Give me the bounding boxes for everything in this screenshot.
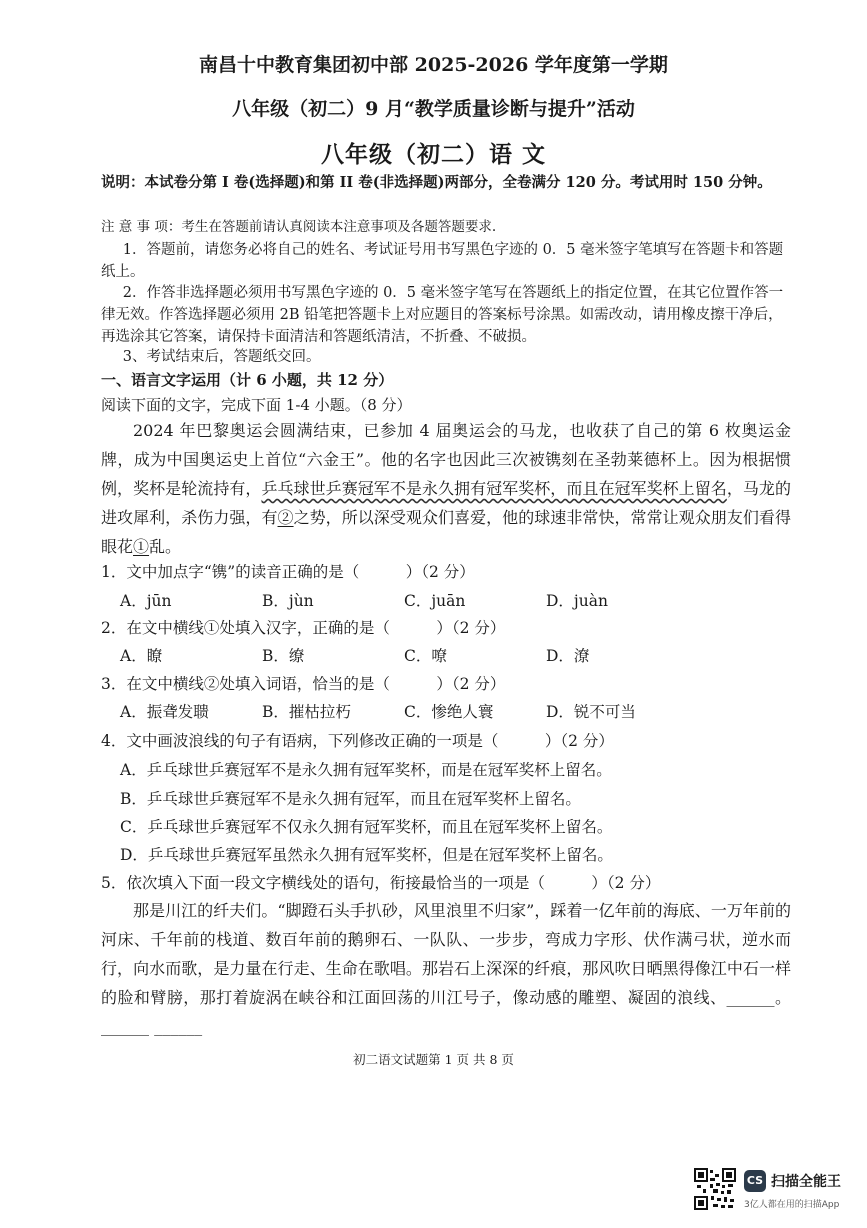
question-3-stem: 3．在文中横线②处填入词语，恰当的是（ ）（2 分） (101, 675, 506, 693)
q2-option-c: C．嘹 (404, 647, 447, 665)
blank-2: ② (277, 508, 294, 527)
section-intro: 阅读下面的文字，完成下面 1-4 小题。（8 分） (101, 396, 412, 414)
passage-2 (101, 896, 791, 1041)
exam-note (101, 172, 791, 194)
q2-option-a: A．瞭 (120, 647, 163, 665)
q1-option-a: A．jūn (120, 592, 172, 610)
section-heading: 一、语言文字运用（计 6 小题，共 12 分） (101, 371, 394, 389)
question-3-options (120, 700, 770, 722)
wavy-sentence: 乒乓球世乒赛冠军不是永久拥有冠军奖杯，而且在冠军奖杯上留名 (261, 479, 727, 498)
q3-option-c: C．惨绝人寰 (404, 703, 494, 721)
q1-option-d: D．juàn (546, 592, 608, 610)
reading-passage (101, 416, 791, 561)
page-footer: 初二语文试题第 1 页 共 8 页 (353, 1052, 514, 1067)
subject-title: 八年级（初二）语 文 (320, 141, 546, 168)
question-2-options (120, 644, 770, 666)
qr-code-icon (694, 1168, 736, 1210)
instruction-item-3: 3、考试结束后，答题纸交回。 (122, 349, 321, 365)
question-5-stem: 5．依次填入下面一段文字横线处的语句，衔接最恰当的一项是（ ）（2 分） (101, 874, 661, 892)
note-text: 本试卷分第 I 卷(选择题)和第 II 卷(非选择题)两部分，全卷满分 120 分。考试用时 150 分钟。 (144, 174, 772, 191)
scanner-app-name: 扫描全能王 (771, 1174, 841, 1190)
question-1-stem: 1．文中加点字“镌”的读音正确的是（ ）（2 分） (101, 563, 475, 581)
instruction-item-2: 2．作答非选择题必须用书写黑色字迹的 0．5 毫米签字笔写在答题纸上的指定位置，在其它位置作答一律无效。作答选择题必须用 2B 铅笔把答题卡上对应题目的答案标号涂黑。如需改动，请用橡皮擦干净后，再选涂其它答案，请保持卡面清洁和答题纸清洁，不折叠、不破损。 (101, 285, 784, 345)
q1-option-c: C．juān (404, 592, 466, 610)
q2-option-d: D．潦 (546, 647, 590, 665)
note-label: 说明： (101, 174, 145, 191)
q2-option-b: B．缭 (262, 647, 305, 665)
q3-option-a: A．振聋发聩 (120, 703, 209, 721)
question-2-stem: 2．在文中横线①处填入汉字，正确的是（ ）（2 分） (101, 619, 506, 637)
q4-option-d: D．乒乓球世乒赛冠军虽然永久拥有冠军奖杯，但是在冠军奖杯上留名。 (120, 846, 613, 864)
scanner-logo: CS (744, 1170, 766, 1192)
passage-part-d: 乱。 (149, 537, 182, 556)
q4-option-c: C．乒乓球世乒赛冠军不仅永久拥有冠军奖杯，而且在冠军奖杯上留名。 (120, 818, 613, 836)
scanner-tagline: 3亿人都在用的扫描App (744, 1200, 840, 1210)
passage-part-c: 之势，所以深受观众们喜爱，他的球速非常快，常常让观众朋友们看得眼花 (101, 508, 791, 556)
q1-option-b: B．jùn (262, 592, 314, 610)
question-4-stem: 4．文中画波浪线的句子有语病，下列修改正确的一项是（ ）（2 分） (101, 732, 614, 750)
question-1-options (120, 589, 770, 611)
q4-option-a: A．乒乓球世乒赛冠军不是永久拥有冠军奖杯，而是在冠军奖杯上留名。 (120, 761, 612, 779)
q3-option-b: B．摧枯拉朽 (262, 703, 351, 721)
passage-part-a: 2024 年巴黎奥运会圆满结束，已参加 4 届奥运会的马龙，也收获了自己的第 6 枚奥运金牌，成为中国奥运史上首位“六金王”。他的名字也因此三次被镌刻在圣勃莱德杯上。因为根据惯例，奖杯是轮流持有， (101, 421, 791, 498)
passage-part-b: ，马龙的进攻犀利，杀伤力强，有 (101, 479, 791, 527)
blank-1: ① (133, 537, 150, 556)
passage-2-blanks: ______。______ ______ (101, 988, 791, 1036)
school-title: 南昌十中教育集团初中部 2025-2026 学年度第一学期 (199, 54, 668, 76)
instruction-item-1: 1．答题前，请您务必将自己的姓名、考试证号用书写黑色字迹的 0．5 毫米签字笔填写在答题卡和答题纸上。 (101, 242, 784, 280)
activity-title: 八年级（初二）9 月“教学质量诊断与提升”活动 (232, 98, 635, 120)
q3-option-d: D．锐不可当 (546, 703, 636, 721)
passage-2-text: 那是川江的纤夫们。“脚蹬石头手扒砂，风里浪里不归家”，踩着一亿年前的海底、一万年前的河床、千年前的栈道、数百年前的鹅卵石、一队队、一步步，弯成力字形、伏作满弓状，逆水而行，向水而歌，是力量在行走、生命在歌唱。那岩石上深深的纤痕，那风吹日晒黑得像江中石一样的脸和臂膀，那打着旋涡在峡谷和江面回荡的川江号子，像动感的雕塑、凝固的浪线、 (101, 901, 791, 1007)
attention-line: 注 意 事 项：考生在答题前请认真阅读本注意事项及各题答题要求. (101, 219, 497, 235)
q4-option-b: B．乒乓球世乒赛冠军不是永久拥有冠军，而且在冠军奖杯上留名。 (120, 790, 581, 808)
